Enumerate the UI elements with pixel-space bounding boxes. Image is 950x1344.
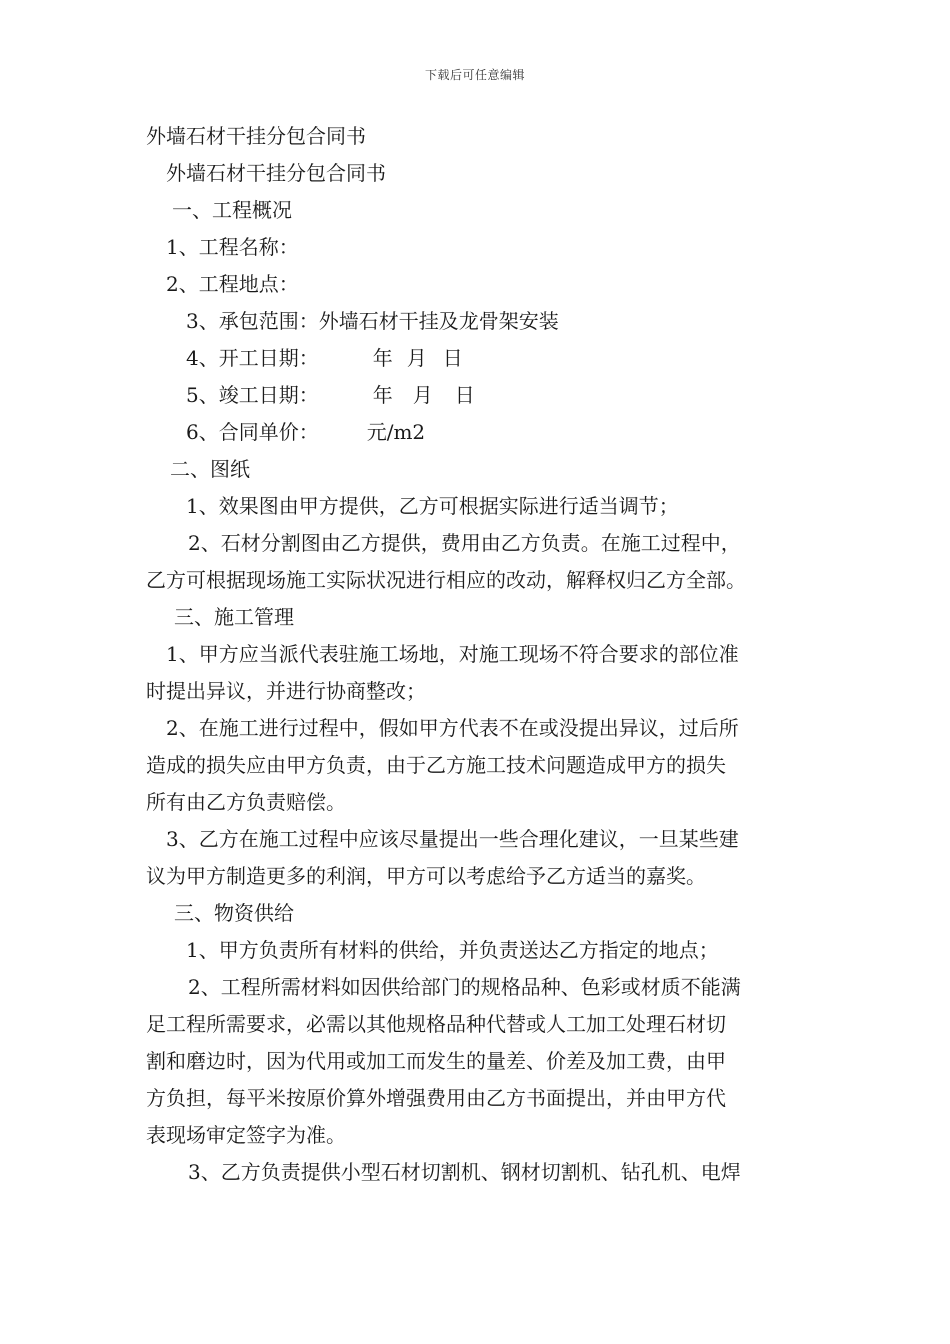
project-location-field: 2、工程地点：: [166, 272, 299, 296]
supply-item-1: 1、甲方负责所有材料的供给，并负责送达乙方指定的地点；: [186, 938, 719, 962]
section-heading-construction-management: 三、施工管理: [174, 605, 294, 629]
drawings-item-1: 1、效果图由甲方提供，乙方可根据实际进行适当调节；: [186, 494, 679, 518]
document-title: 外墙石材干挂分包合同书: [146, 124, 366, 148]
contract-scope-item: 3、承包范围：外墙石材干挂及龙骨架安装: [186, 309, 559, 333]
start-date-field: [146, 340, 806, 377]
supply-item-2-line-1: 2、工程所需材料如因供给部门的规格品种、色彩或材质不能满: [188, 975, 741, 999]
page-header-note: 下载后可任意编辑: [424, 68, 525, 82]
management-item-3-line-1: 3、乙方在施工过程中应该尽量提出一些合理化建议，一旦某些建: [166, 827, 739, 851]
section-heading-drawings: 二、图纸: [170, 457, 250, 481]
completion-date-year: 年: [372, 383, 393, 407]
start-date-month: 月: [406, 346, 427, 370]
management-item-2-line-1: 2、在施工进行过程中，假如甲方代表不在或没提出异议，过后所: [166, 716, 739, 740]
start-date-day: 日: [442, 346, 463, 370]
supply-item-2-line-2: 足工程所需要求，必需以其他规格品种代替或人工加工处理石材切: [146, 1012, 726, 1036]
supply-item-2-line-4: 方负担，每平米按原价算外增强费用由乙方书面提出，并由甲方代: [146, 1086, 726, 1110]
management-item-3-line-2: 议为甲方制造更多的利润，甲方可以考虑给予乙方适当的嘉奖。: [146, 864, 706, 888]
start-date-label: 4、开工日期：: [186, 346, 319, 370]
supply-item-2-line-3: 割和磨边时，因为代用或加工而发生的量差、价差及加工费，由甲: [146, 1049, 726, 1073]
management-item-1-line-2: 时提出异议，并进行协商整改；: [146, 679, 426, 703]
unit-price-field: [146, 414, 806, 451]
supply-item-3-line-1: 3、乙方负责提供小型石材切割机、钢材切割机、钻孔机、电焊: [188, 1160, 741, 1184]
section-heading-project-overview: 一、工程概况: [172, 198, 292, 222]
document-body: [146, 118, 806, 1191]
management-item-2-line-3: 所有由乙方负责赔偿。: [146, 790, 346, 814]
project-name-field: 1、工程名称：: [166, 235, 299, 259]
completion-date-label: 5、竣工日期：: [186, 383, 319, 407]
unit-price-unit: 元/m2: [366, 420, 426, 444]
unit-price-label: 6、合同单价：: [186, 420, 319, 444]
supply-item-2-line-5: 表现场审定签字为准。: [146, 1123, 346, 1147]
drawings-item-2-line-1: 2、石材分割图由乙方提供，费用由乙方负责。在施工过程中，: [188, 531, 741, 555]
completion-date-day: 日: [454, 383, 475, 407]
completion-date-month: 月: [412, 383, 433, 407]
section-heading-material-supply: 三、物资供给: [174, 901, 294, 925]
start-date-year: 年: [372, 346, 393, 370]
completion-date-field: [146, 377, 806, 414]
document-subtitle: 外墙石材干挂分包合同书: [166, 161, 386, 185]
management-item-2-line-2: 造成的损失应由甲方负责，由于乙方施工技术问题造成甲方的损失: [146, 753, 726, 777]
management-item-1-line-1: 1、甲方应当派代表驻施工场地，对施工现场不符合要求的部位准: [166, 642, 739, 666]
drawings-item-2-line-2: 乙方可根据现场施工实际状况进行相应的改动，解释权归乙方全部。: [146, 568, 746, 592]
